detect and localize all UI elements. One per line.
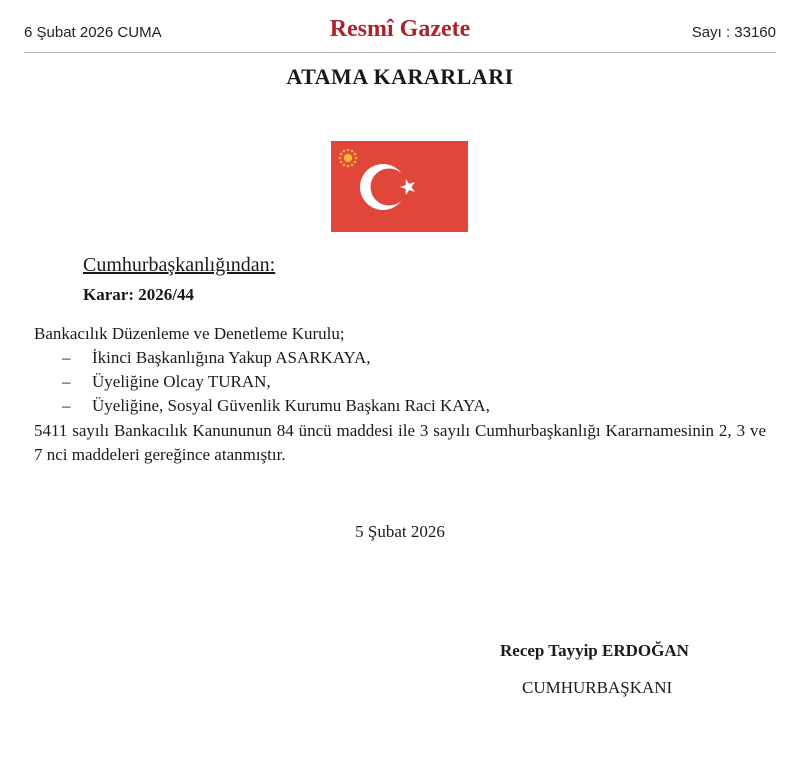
list-item (62, 394, 490, 418)
signer-name: Recep Tayyip ERDOĞAN (500, 641, 689, 660)
issuing-institution: Cumhurbaşkanlığından: (83, 254, 276, 276)
turkish-flag-icon (331, 141, 468, 232)
gazette-header (24, 14, 776, 53)
appointment-text: Üyeliğine Olcay TURAN, (92, 372, 271, 391)
appointment-list (62, 346, 490, 418)
appointment-text: Üyeliğine, Sosyal Güvenlik Kurumu Başkanı Raci KAYA, (92, 396, 490, 415)
list-dash: – (62, 348, 71, 367)
issue-number: Sayı : 33160 (691, 24, 776, 41)
list-item (62, 346, 490, 370)
list-dash: – (62, 372, 71, 391)
list-dash: – (62, 396, 71, 415)
signer-title: CUMHURBAŞKANI (522, 678, 673, 697)
issue-date: 6 Şubat 2026 CUMA (24, 24, 162, 41)
legal-basis-paragraph: 5411 sayılı Bankacılık Kanununun 84 üncü maddesi ile 3 sayılı Cumhurbaşkanlığı Kararnamesinin 2, 3 ve 7 nci maddeleri gereğince atanmıştır. (34, 421, 766, 464)
section-title: ATAMA KARARLARI (286, 64, 514, 89)
gazette-title: Resmî Gazete (329, 16, 471, 42)
decree-intro: Bankacılık Düzenleme ve Denetleme Kurulu; (34, 324, 345, 343)
list-item (62, 370, 490, 394)
signing-date: 5 Şubat 2026 (355, 522, 445, 541)
decision-number: Karar: 2026/44 (83, 285, 194, 304)
appointment-text: İkinci Başkanlığına Yakup ASARKAYA, (92, 348, 371, 367)
